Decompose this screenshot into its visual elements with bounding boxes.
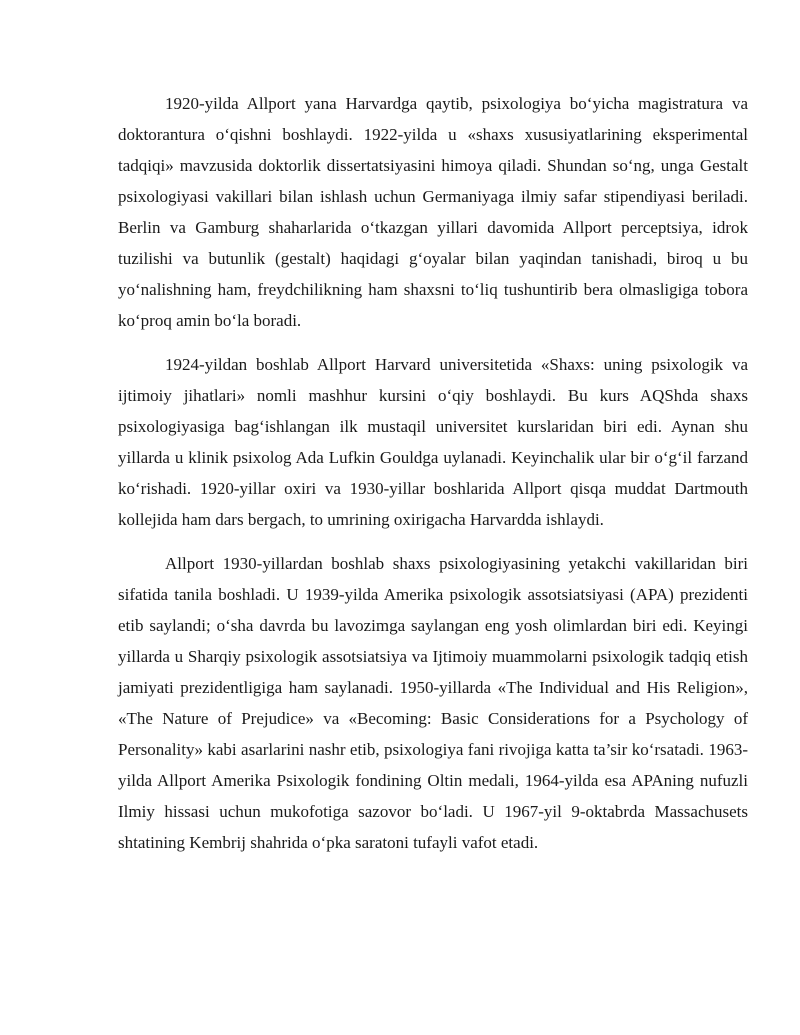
paragraph-2: 1924-yildan boshlab Allport Harvard universitetida «Shaxs: uning psixologik va ijtimoiy jihatlari» nomli mashhur kursini o‘qiy boshlaydi. Bu kurs AQShda shaxs psixologiyasiga bag‘ishlangan ilk mustaqil universitet kurslaridan biri edi. Aynan shu yillarda u klinik psixolog Ada Lufkin Gouldga uylanadi. Keyinchalik ular bir o‘g‘il farzand ko‘rishadi. 1920-yillar oxiri va 1930-yillar boshlarida Allport qisqa muddat Dartmouth kollejida ham dars bergach, to umrining oxirigacha Harvardda ishlaydi.	[118, 355, 748, 529]
paragraph-3: Allport 1930-yillardan boshlab shaxs psixologiyasining yetakchi vakillaridan biri sifatida tanila boshladi. U 1939-yilda Amerika psixologik assotsiatsiyasi (APA) prezidenti etib saylandi; o‘sha davrda bu lavozimga saylangan eng yosh olimlardan biri edi. Keyingi yillarda u Sharqiy psixologik assotsiatsiya va Ijtimoiy muammolarni psixologik tadqiq etish jamiyati prezidentligiga ham saylanadi. 1950-yillarda «The Individual and His Religion», «The Nature of Prejudice» va «Becoming: Basic Considerations for a Psychology of Personality» kabi asarlarini nashr etib, psixologiya fani rivojiga katta ta’sir ko‘rsatadi. 1963-yilda Allport Amerika Psixologik fondining Oltin medali, 1964-yilda esa APAning nufuzli Ilmiy hissasi uchun mukofotiga sazovor bo‘ladi. U 1967-yil 9-oktabrda Massachusets shtatining Kembrij shahrida o‘pka saratoni tufayli vafot etadi.	[118, 554, 748, 852]
paragraph-1: 1920-yilda Allport yana Harvardga qaytib, psixologiya bo‘yicha magistratura va doktorantura o‘qishni boshlaydi. 1922-yilda u «shaxs xususiyatlarining eksperimental tadqiqi» mavzusida doktorlik dissertatsiyasini himoya qiladi. Shundan so‘ng, unga Gestalt psixologiyasi vakillari bilan ishlash uchun Germaniyaga ilmiy safar stipendiyasi beriladi. Berlin va Gamburg shaharlarida o‘tkazgan yillari davomida Allport perceptsiya, idrok tuzilishi va butunlik (gestalt) haqidagi g‘oyalar bilan yaqindan tanishadi, biroq u bu yo‘nalishning ham, freydchilikning ham shaxsni to‘liq tushuntirib bera olmasligiga tobora ko‘proq amin bo‘la boradi.	[118, 94, 748, 330]
document-page	[118, 88, 748, 871]
